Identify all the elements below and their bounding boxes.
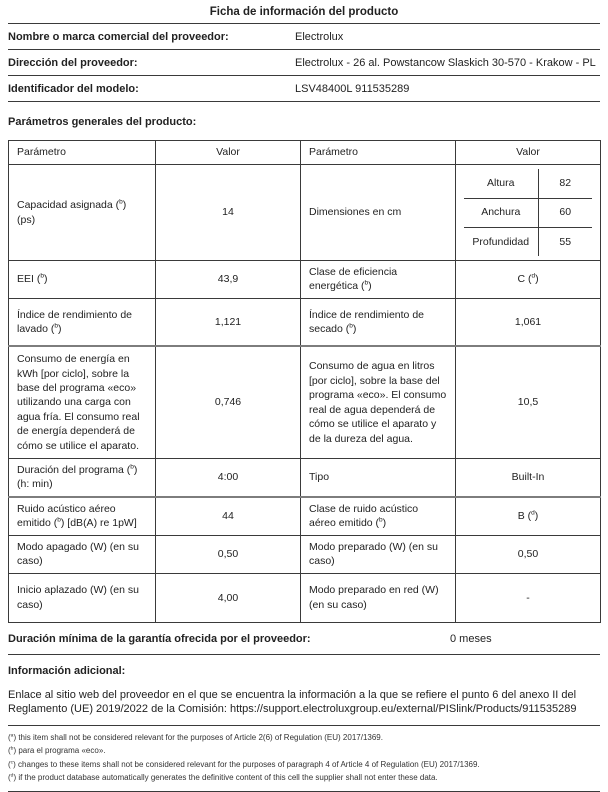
footnote-d: ($^d$) if the product database automatically generates the definitive content of this cell the supplier shall not enter these data. (8, 773, 438, 783)
noise-class-value-cell: B ($^d$) (456, 497, 601, 535)
capacity-value-cell: 14 (156, 165, 301, 261)
footnotes-block (8, 726, 600, 792)
dry-index-value-cell: 1,061 (456, 298, 601, 346)
product-fiche-document (8, 0, 600, 792)
table-row-noise (9, 497, 601, 535)
dimension-value-cell: 55 (559, 235, 572, 248)
dimension-row-depth (464, 227, 592, 256)
delay-start-label-cell: Inicio aplazado (W) (en su caso) (9, 573, 156, 622)
delay-start-value-cell: 4,00 (156, 573, 301, 622)
dry-index-label-cell: Índice de rendimiento de secado ($^b$) (301, 298, 456, 346)
wash-index-value-cell: 1,121 (156, 298, 301, 346)
warranty-label: Duración mínima de la garantía ofrecida por el proveedor: (8, 632, 311, 645)
dimensions-subtable (464, 169, 592, 256)
table-row-delay-start (9, 573, 601, 622)
water-consumption-value-cell: 10,5 (456, 346, 601, 458)
noise-class-label-cell: Clase de ruido acústico aéreo emitido ($^b$) (301, 497, 456, 535)
type-value-cell: Built-In (456, 458, 601, 496)
table-row-duration (9, 458, 601, 496)
networked-standby-value-cell: - (456, 573, 601, 622)
type-label-cell: Tipo (301, 458, 456, 496)
dimension-name-cell: Altura (464, 169, 538, 198)
dimension-row-height (464, 169, 592, 198)
dimensions-subtable-cell (456, 165, 601, 261)
off-mode-value-cell: 0,50 (156, 535, 301, 573)
supplier-name-value: Electrolux (295, 31, 344, 43)
warranty-row (8, 623, 600, 655)
wash-index-label-cell: Índice de rendimiento de lavado ($^b$) (9, 298, 156, 346)
eei-label-cell: EEI ($^b$) (9, 261, 156, 299)
page-title: Ficha de información del producto (8, 0, 600, 24)
footnote-c: ($^c$) changes to these items shall not be considered relevant for the purposes of paragraph 4 of Article 4 of Regulation (EU) 2017/1369. (8, 759, 480, 769)
energy-class-value-cell: C ($^d$) (456, 261, 601, 299)
standby-mode-value-cell: 0,50 (456, 535, 601, 573)
dimension-row-width (464, 198, 592, 227)
program-duration-label-cell: Duración del programa ($^b$) (h: min) (9, 458, 156, 496)
model-identifier-value: LSV48400L 911535289 (295, 83, 410, 95)
header-parametro-right: Parámetro (301, 141, 456, 165)
energy-consumption-label-cell: Consumo de energía en kWh [por ciclo], sobre la base del programa «eco» utilizando una carga con agua fría. El consumo real de energía dependerá de cómo se utilice el aparato. (9, 346, 156, 458)
table-row-performance (9, 298, 601, 346)
capacity-label-cell: Capacidad asignada ($^b$) (ps) (9, 165, 156, 261)
footnote-b: ($^b$) para el programa «eco». (8, 746, 106, 756)
energy-class-label-cell: Clase de eficiencia energética ($^b$) (301, 261, 456, 299)
table-header-row (9, 141, 601, 165)
dimension-value-cell: 82 (538, 169, 592, 198)
supplier-name-label: Nombre o marca comercial del proveedor: (8, 31, 229, 43)
table-row-off-mode (9, 535, 601, 573)
footnote-a: ($^a$) this item shall not be considered relevant for the purposes of Article 2(6) of Regulation (EU) 2017/1369. (8, 732, 383, 742)
eei-value-cell: 43,9 (156, 261, 301, 299)
energy-consumption-value-cell: 0,746 (156, 346, 301, 458)
general-parameters-table (8, 140, 601, 623)
water-consumption-label-cell: Consumo de agua en litros [por ciclo], sobre la base del programa «eco». El consumo real de agua dependerá de cómo se utilice el aparato y de la dureza del agua. (301, 346, 456, 458)
networked-standby-label-cell: Modo preparado en red (W) (en su caso) (301, 573, 456, 622)
supplier-address-label: Dirección del proveedor: (8, 57, 138, 69)
header-valor-right: Valor (456, 141, 601, 165)
dimension-value-cell: 60 (538, 198, 592, 227)
standby-mode-label-cell: Modo preparado (W) (en su caso) (301, 535, 456, 573)
noise-label-cell: Ruido acústico aéreo emitido ($^b$) [dB(A) re 1pW] (9, 497, 156, 535)
table-row-consumption (9, 346, 601, 458)
supplier-address-row (8, 50, 600, 76)
program-duration-value-cell: 4:00 (156, 458, 301, 496)
supplier-name-row (8, 24, 600, 50)
supplier-website-link-text: Enlace al sitio web del proveedor en el que se encuentra la información a la que se refiere el punto 6 del anexo II del Reglamento (UE) 2019/2022 de la Comisión: https://support.electroluxgroup.eu/external/PISlink/Products/911535289 (8, 677, 600, 726)
header-valor-left: Valor (156, 141, 301, 165)
dimension-name-cell: Anchura (464, 198, 538, 227)
additional-info-heading: Información adicional: (8, 664, 126, 677)
supplier-address-value: Electrolux - 26 al. Powstancow Slaskich 30-570 - Krakow - PL (295, 57, 596, 69)
warranty-value: 0 meses (450, 632, 492, 645)
dimension-name-cell: Profundidad (464, 227, 538, 256)
model-identifier-label: Identificador del modelo: (8, 83, 139, 95)
noise-value-cell: 44 (156, 497, 301, 535)
general-parameters-heading: Parámetros generales del producto: (8, 116, 197, 128)
off-mode-label-cell: Modo apagado (W) (en su caso) (9, 535, 156, 573)
header-parametro-left: Parámetro (9, 141, 156, 165)
table-row-capacity (9, 165, 601, 261)
table-row-eei (9, 261, 601, 299)
model-identifier-row (8, 76, 600, 102)
dimensions-label-cell: Dimensiones en cm (301, 165, 456, 261)
